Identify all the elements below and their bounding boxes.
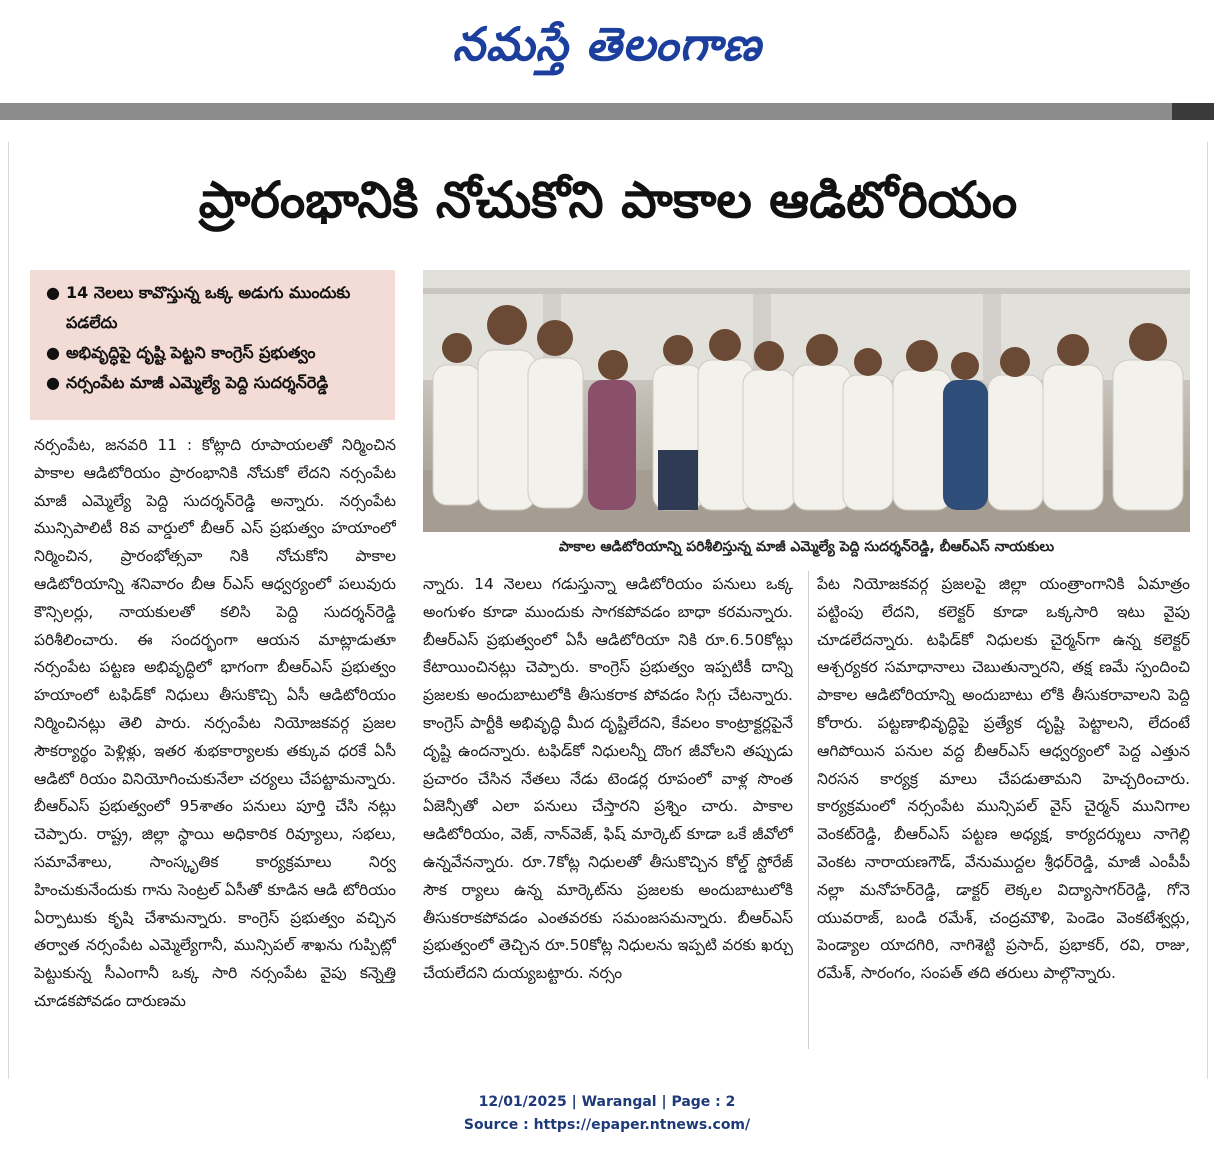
- article-column-3: పేట నియోజకవర్గ ప్రజలపై జిల్లా యంత్రాంగానికి ఏమాత్రం పట్టింపు లేదని, కలెక్టర్ కూడా ఒక్కసారి ఇటు వైపు చూడలేదన్నారు. టఫిడ్‌కో నిధులకు చైర్మన్‌గా ఉన్న కలెక్టర్ ఆశ్చర్యకర సమాధానాలు చెబుతున్నారని, తక్ష ణమే స్పందించి పాకాల ఆడిటోరియాన్ని అందుబాటు లోకి తీసుకరావాలని పెద్ది కోరారు. పట్టణాభివృద్ధిపై ప్రత్యేక దృష్టి పెట్టాలని, లేదంటే ఆగిపోయిన పనుల వద్ద బీఆర్ఎస్ ఆధ్వర్యంలో పెద్ద ఎత్తున నిరసన కార్యక్ర మాలు చేపడుతామని హెచ్చరించారు. కార్యక్రమంలో నర్సంపేట మున్సిపల్ వైస్ చైర్మన్ మునిగాల వెంకట్‌రెడ్డి, బీఆర్ఎస్ పట్టణ అధ్యక్ష, కార్యదర్శులు నాగెల్లి వెంకట నారాయణగౌడ్, వేనుముద్దల శ్రీధర్‌రెడ్డి, మాజీ ఎంపీపీ నల్లా మనోహర్‌రెడ్డి, డాక్టర్ లెక్కల విద్యాసాగర్‌రెడ్డి, గోనె యువరాజ్, బండి రమేశ్, చంద్రమౌళి, పెండెం వెంకటేశ్వర్లు, పెండ్యాల యాదగిరి, నాగిశెట్టి ప్రసాద్, ప్రభాకర్, రవి, రాజు, రమేశ్, సారంగం, సంపత్ తది తరులు పాల్గొన్నారు.: [817, 575, 1190, 983]
- highlight-text: అభివృద్ధిపై దృష్టి పెట్టని కాంగ్రెస్ ప్రభుత్వం: [66, 343, 316, 362]
- masthead: [0, 0, 1214, 100]
- article-column-1: నర్సంపేట, జనవరి 11 : కోట్లాది రూపాయలతో నిర్మించిన పాకాల ఆడిటోరియం ప్రారంభానికి నోచుకో లేదని నర్సంపేట మాజీ ఎమ్మెల్యే పెద్ది సుదర్శన్‌రెడ్డి అన్నారు. నర్సంపేట మున్సిపాలిటీ 8వ వార్డులో బీఆర్ ఎస్ ప్రభుత్వం హయాంలో నిర్మించిన, ప్రారంభోత్సవా నికి నోచుకోని పాకాల ఆడిటోరియాన్ని శనివారం బీఆ ర్ఎస్ ఆధ్వర్యంలో పలువురు కౌన్సిలర్లు, నాయకులతో కలిసి పెద్ది సుదర్శన్‌రెడ్డి పరిశీలించారు. ఈ సందర్భంగా ఆయన మాట్లాడుతూ నర్సంపేట పట్టణ అభివృద్ధిలో భాగంగా బీఆర్ఎస్ ప్రభుత్వం హయాంలో టఫిడ్‌కో నిధులు తీసుకొచ్చి ఏసీ ఆడిటోరియం నిర్మించినట్లు తెలి పారు. నర్సంపేట నియోజకవర్గ ప్రజల సౌకర్యార్థం పెళ్లిళ్లు, ఇతర శుభకార్యాలకు తక్కువ ధరకే ఏసీ ఆడిటో రియం వినియోగించుకునేలా చర్యలు చేపట్టామన్నారు. బీఆర్ఎస్ ప్రభుత్వంలో 95శాతం పనులు పూర్తి చేసి నట్లు చెప్పారు. రాష్ట్ర, జిల్లా స్థాయి అధికారిక రివ్యూలు, సభలు, సమావేశాలు, సాంస్కృతిక కార్యక్రమాలు నిర్వ హించుకునేందుకు గాను సెంట్రల్ ఏసీతో కూడిన ఆడి టోరియం ఏర్పాటుకు కృషి చేశామన్నారు. కాంగ్రెస్ ప్రభుత్వం వచ్చిన తర్వాత నర్సంపేట ఎమ్మెల్యేగానీ, మున్సిపల్ శాఖను గుప్పిట్లో పెట్టుకున్న సీఎంగానీ ఒక్క సారి నర్సంపేట వైపు కన్నెత్తి చూడకపోవడం దారుణమ: [34, 436, 396, 1010]
- footer-edition-info: 12/01/2025 | Warangal | Page : 2: [478, 1094, 736, 1110]
- masthead-logo: నమస్తే తెలంగాణ: [452, 17, 762, 71]
- bullet-icon: ●: [46, 343, 60, 362]
- article-headline: ప్రారంభానికి నోచుకోని పాకాల ఆడిటోరియం: [198, 171, 1018, 229]
- header-rule: [0, 103, 1172, 120]
- column-divider: [808, 571, 809, 1049]
- highlight-item: [40, 368, 385, 398]
- article-column-2: న్నారు. 14 నెలలు గడుస్తున్నా ఆడిటోరియం పనులు ఒక్క అంగుళం కూడా ముందుకు సాగకపోవడం బాధా కరమన్నారు. బీఆర్ఎస్ ప్రభుత్వంలో ఏసీ ఆడిటోరియా నికి రూ.6.50కోట్లు కేటాయించినట్లు చెప్పారు. కాంగ్రెస్ ప్రభుత్వం ఇప్పటికీ దాన్ని ప్రజలకు అందుబాటులోకి తీసుకరాక పోవడం సిగ్గు చేటన్నారు. కాంగ్రెస్ పార్టీకి అభివృద్ధి మీద దృష్టిలేదని, కేవలం కాంట్రాక్టర్లపైనే దృష్టి ఉందన్నారు. టఫిడ్‌కో నిధులన్నీ దొంగ జీవోలని తప్పుడు ప్రచారం చేసిన నేతలు నేడు టెండర్ల రూపంలో వాళ్ల సొంత ఏజెన్సీతో ఎలా పనులు చేస్తారని ప్రశ్నిం చారు. పాకాల ఆడిటోరియం, వెజ్, నాన్‌వెజ్, ఫిష్ మార్కెట్ కూడా ఒకే జీవోలో ఉన్నవేనన్నారు. రూ.7కోట్ల నిధులతో తీసుకొచ్చిన కోల్డ్ స్టోరేజ్ సౌక ర్యాలు ఉన్న మార్కెట్‌ను ప్రజలకు అందుబాటులోకి తీసుకరాకపోవడం ఎంతవరకు సమంజసమన్నారు. బీఆర్ఎస్ ప్రభుత్వంలో తెచ్చిన రూ.50కోట్ల నిధులను ఇప్పటి వరకు ఖర్చు చేయలేదని దుయ్యబట్టారు. నర్సం: [423, 575, 793, 983]
- photo-illustration: [423, 270, 1190, 532]
- header-rule-end: [1172, 103, 1214, 120]
- highlight-item: [40, 278, 385, 338]
- highlight-item: [40, 338, 385, 368]
- highlight-text: 14 నెలలు కావొస్తున్న ఒక్క అడుగు ముందుకు పడలేదు: [66, 283, 351, 332]
- photo-caption: పాకాల ఆడిటోరియాన్ని పరిశీలిస్తున్న మాజీ ఎమ్మెల్యే పెద్ది సుదర్శన్‌రెడ్డి, బీఆర్‌ఎస్ నాయకులు: [558, 539, 1055, 555]
- bullet-icon: ●: [46, 283, 60, 302]
- footer-source-link[interactable]: Source : https://epaper.ntnews.com/: [463, 1117, 751, 1133]
- highlights-box: [30, 270, 395, 420]
- news-photo: [423, 270, 1190, 532]
- highlight-text: నర్సంపేట మాజీ ఎమ్మెల్యే పెద్ది సుదర్శన్‌రెడ్డి: [66, 373, 329, 392]
- bullet-icon: ●: [46, 373, 60, 392]
